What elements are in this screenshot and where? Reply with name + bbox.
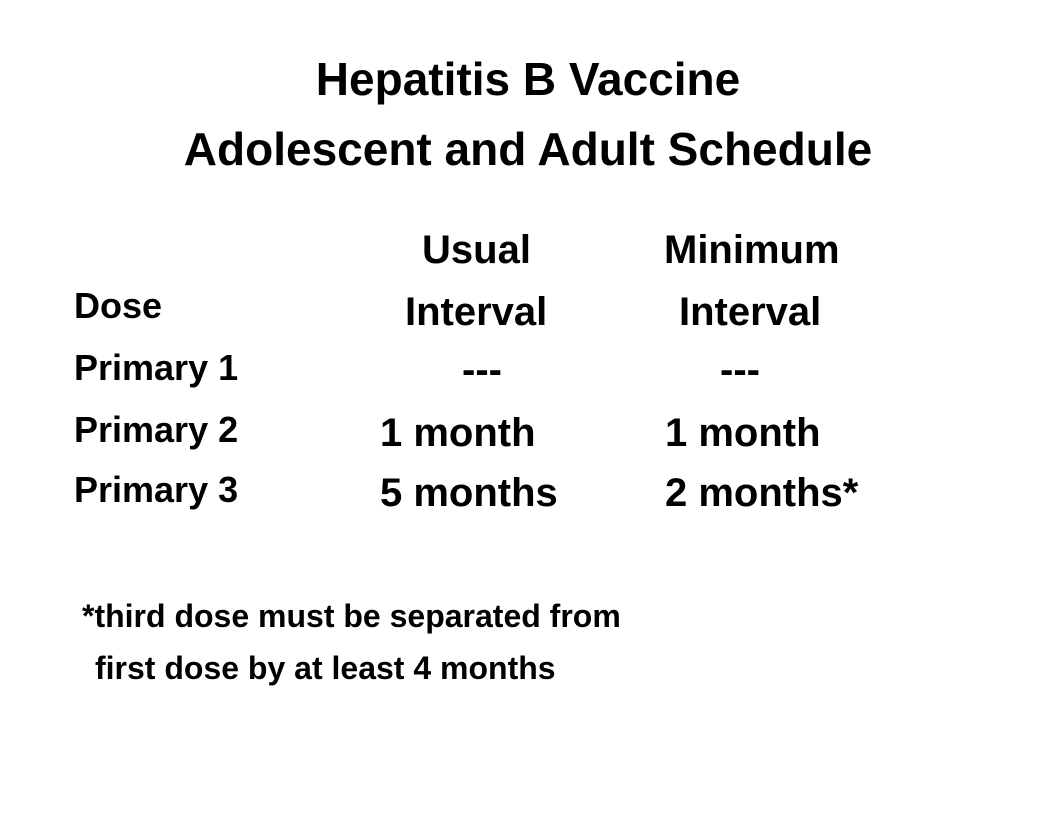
minimum-row-1: --- (720, 348, 760, 392)
usual-header-line-2: Interval (405, 290, 548, 334)
usual-header-line-1: Usual (422, 228, 531, 272)
title-line-2: Adolescent and Adult Schedule (183, 123, 873, 175)
title-line-1: Hepatitis B Vaccine (315, 53, 741, 105)
dose-header: Dose (74, 285, 163, 326)
minimum-header-line-1: Minimum (664, 228, 840, 272)
dose-row-3: Primary 3 (74, 469, 239, 510)
footnote-line-1: *third dose must be separated from (82, 598, 621, 634)
dose-row-2: Primary 2 (74, 409, 239, 450)
minimum-header-line-2: Interval (679, 290, 822, 334)
minimum-row-3: 2 months* (665, 471, 859, 515)
usual-row-2: 1 month (380, 411, 536, 455)
dose-row-1: Primary 1 (74, 347, 239, 388)
minimum-row-2: 1 month (665, 411, 821, 455)
usual-row-3: 5 months (380, 471, 558, 515)
footnote-line-2: first dose by at least 4 months (95, 650, 556, 686)
usual-row-1: --- (462, 348, 502, 392)
